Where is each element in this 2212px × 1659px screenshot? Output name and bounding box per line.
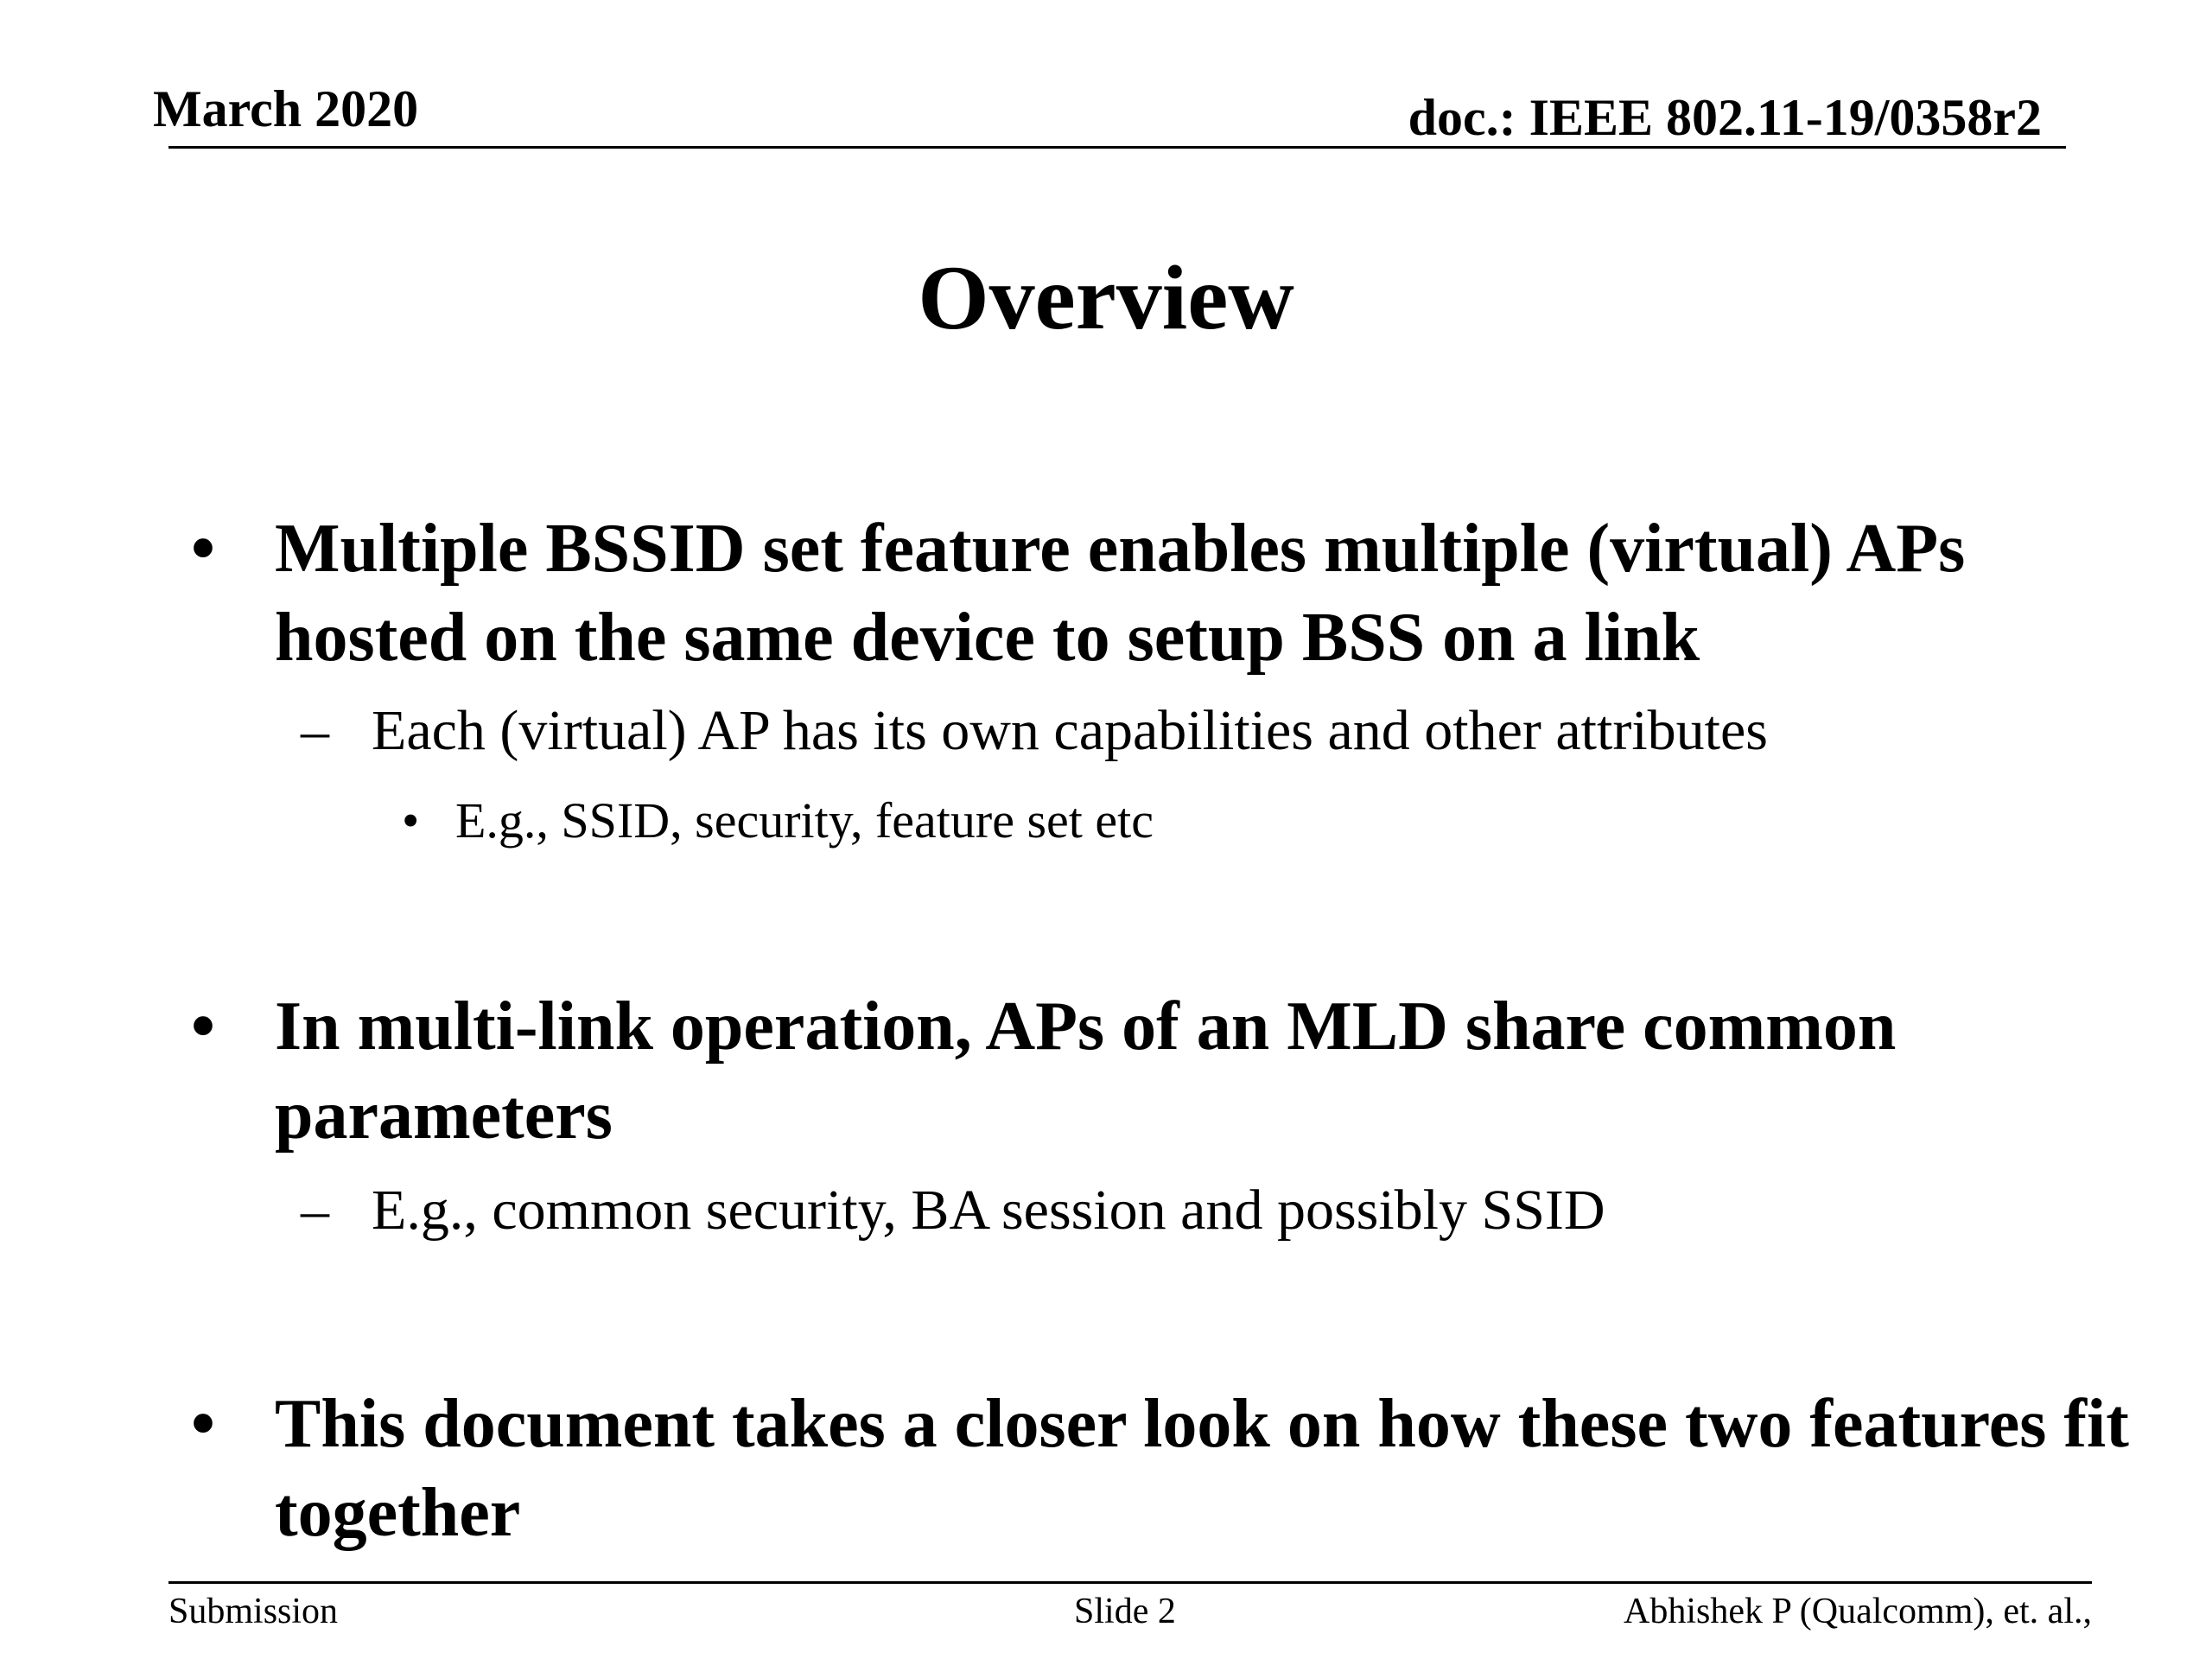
bullet-mark: • — [191, 1386, 216, 1462]
dash-mark: – — [301, 699, 329, 762]
dash-mark: – — [301, 1179, 329, 1242]
bullet-1 — [191, 505, 2133, 683]
bullet-1-sub-1-text: Each (virtual) AP has its own capabilities and other attributes — [372, 699, 1768, 762]
bullet-2 — [191, 982, 2133, 1160]
bullet-1-sub-1-sub-1-text: E.g., SSID, security, feature set etc — [455, 792, 1154, 849]
footer-slide-number: Slide 2 — [1074, 1592, 1176, 1631]
small-bullet-mark: • — [402, 792, 420, 849]
header-rule — [168, 146, 2066, 149]
bullet-2-sub-1 — [301, 1176, 2100, 1244]
slide-title: Overview — [918, 247, 1294, 348]
bullet-mark: • — [191, 988, 216, 1065]
bullet-mark: • — [191, 511, 216, 587]
bullet-3 — [191, 1380, 2133, 1558]
header-doc-id: doc.: IEEE 802.11-19/0358r2 — [1408, 89, 2042, 146]
bullet-1-text: Multiple BSSID set feature enables multiple (virtual) APs hosted on the same device to setup BSS on a link — [275, 511, 1966, 676]
bullet-1-sub-1 — [301, 696, 2100, 765]
footer-submission: Submission — [168, 1592, 339, 1631]
header-date: March 2020 — [153, 80, 419, 137]
bullet-3-text: This document takes a closer look on how these two features fit together — [275, 1386, 2129, 1551]
footer-rule — [168, 1581, 2092, 1584]
footer-author: Abhishek P (Qualcomm), et. al., — [1623, 1592, 2092, 1631]
bullet-2-text: In multi-link operation, APs of an MLD share common parameters — [275, 988, 1897, 1154]
bullet-2-sub-1-text: E.g., common security, BA session and possibly SSID — [372, 1179, 1605, 1242]
bullet-1-sub-1-sub-1 — [402, 791, 2011, 851]
